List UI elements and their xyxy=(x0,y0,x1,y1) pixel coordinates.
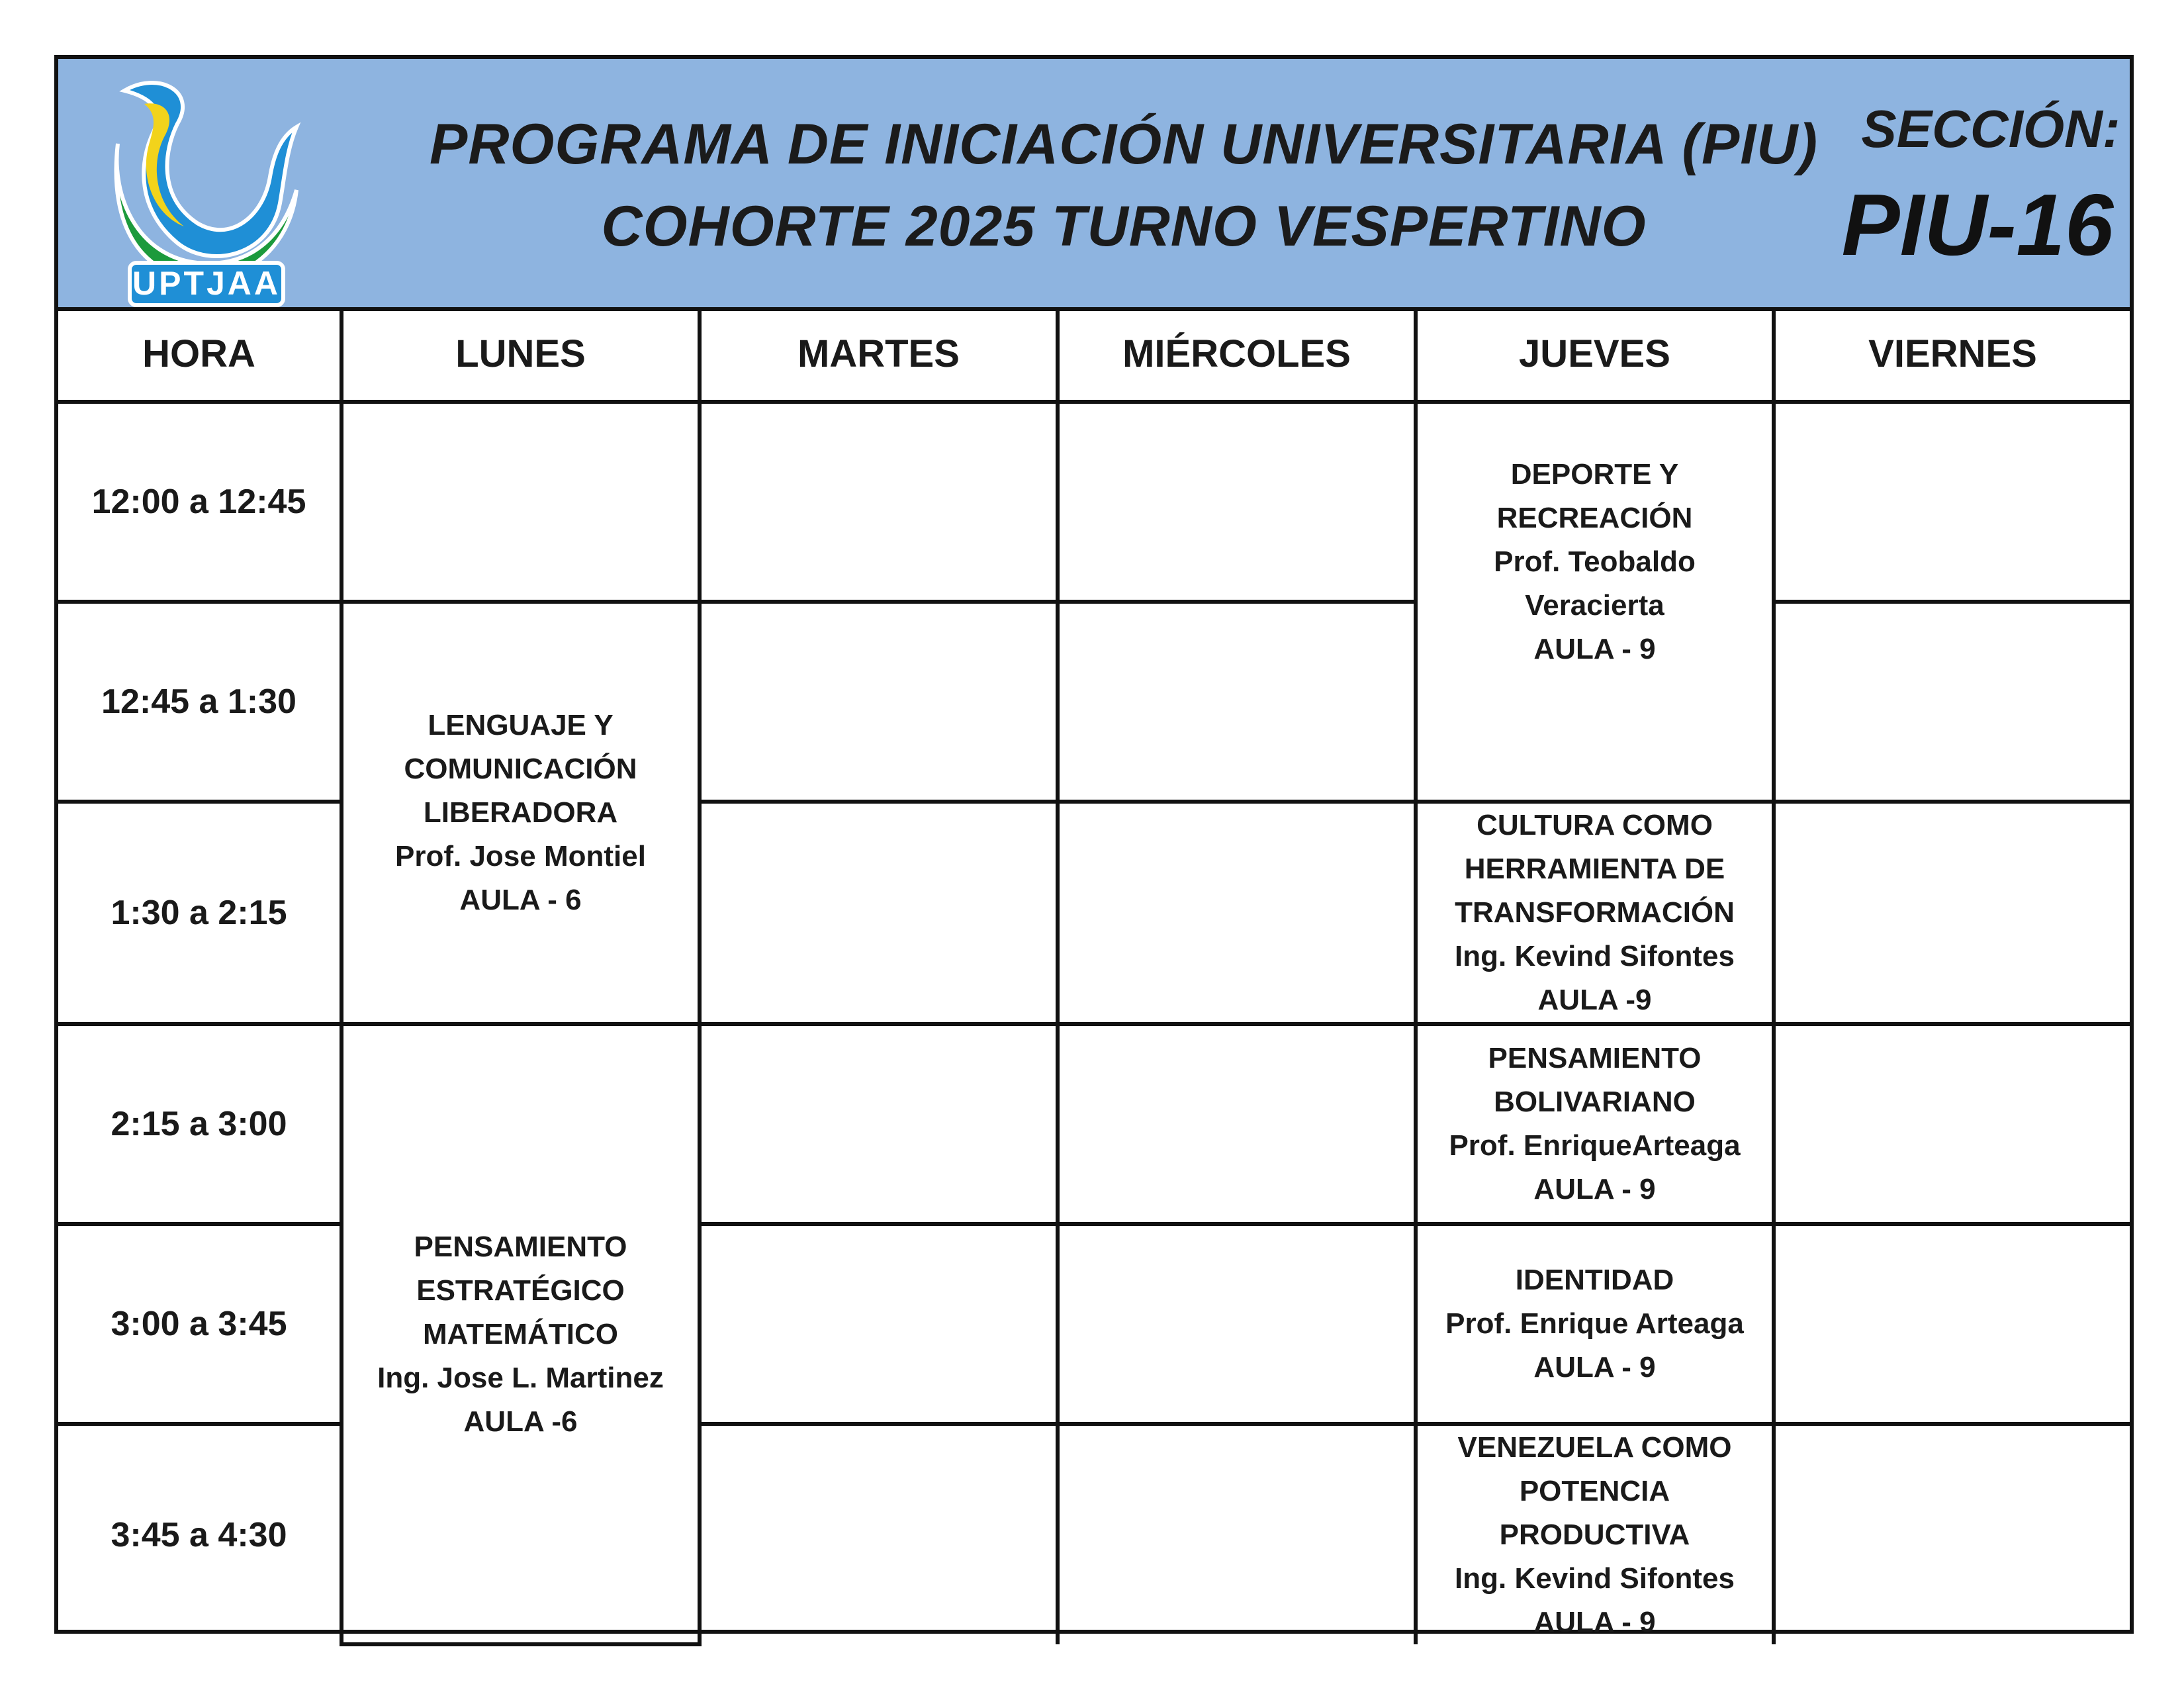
class-subject: COMUNICACIÓN xyxy=(404,753,637,785)
schedule-sheet xyxy=(54,55,2134,1638)
logo-text: UPTJAA xyxy=(132,265,281,302)
class-teacher: Ing. Jose L. Martinez xyxy=(377,1361,664,1394)
hour-cell: 3:45 a 4:30 xyxy=(58,1424,341,1644)
class-teacher: Ing. Kevind Sifontes xyxy=(1455,940,1735,972)
table-row xyxy=(58,602,2130,802)
class-teacher: Veracierta xyxy=(1525,589,1664,622)
class-room: AULA - 9 xyxy=(1533,633,1656,665)
class-subject: BOLIVARIANO xyxy=(1494,1086,1696,1118)
class-teacher: Prof. Jose Montiel xyxy=(395,840,646,872)
section-label: SECCIÓN: xyxy=(1861,99,2120,158)
class-subject: LENGUAJE Y xyxy=(428,709,614,741)
class-cell-jueves-deporte xyxy=(1416,402,1774,802)
class-teacher: Ing. Kevind Sifontes xyxy=(1455,1562,1735,1595)
empty-cell xyxy=(1774,1024,2130,1224)
empty-cell xyxy=(1774,1224,2130,1424)
class-subject: PENSAMIENTO xyxy=(414,1230,627,1263)
empty-cell xyxy=(1774,402,2130,602)
class-cell-jueves-cultura xyxy=(1416,802,1774,1024)
empty-cell xyxy=(341,402,700,602)
class-subject: POTENCIA PRODUCTIVA xyxy=(1499,1475,1690,1551)
empty-cell xyxy=(700,1224,1058,1424)
column-header-lunes: LUNES xyxy=(341,307,700,402)
section-code: PIU-16 xyxy=(1841,176,2114,273)
class-subject: LIBERADORA xyxy=(423,796,618,829)
empty-cell xyxy=(700,1024,1058,1224)
class-teacher: Prof. Enrique Arteaga xyxy=(1445,1307,1744,1340)
class-subject: ESTRATÉGICO xyxy=(416,1274,625,1307)
class-teacher: Prof. Teobaldo xyxy=(1494,545,1696,578)
table-header-row xyxy=(58,307,2130,402)
empty-cell xyxy=(1774,1424,2130,1644)
empty-cell xyxy=(1058,602,1416,802)
class-subject: MATEMÁTICO xyxy=(423,1317,618,1350)
empty-cell xyxy=(1058,802,1416,1024)
class-subject: DEPORTE Y RECREACIÓN xyxy=(1496,458,1693,534)
hour-cell: 1:30 a 2:15 xyxy=(58,802,341,1024)
class-teacher: Prof. EnriqueArteaga xyxy=(1449,1129,1741,1162)
class-cell-jueves-identidad xyxy=(1416,1224,1774,1424)
hour-cell: 12:45 a 1:30 xyxy=(58,602,341,802)
empty-cell xyxy=(1774,802,2130,1024)
column-header-jueves: JUEVES xyxy=(1416,307,1774,402)
column-header-miercoles: MIÉRCOLES xyxy=(1058,307,1416,402)
hour-cell: 12:00 a 12:45 xyxy=(58,402,341,602)
column-header-viernes: VIERNES xyxy=(1774,307,2130,402)
class-cell-lunes-pensamiento xyxy=(341,1024,700,1644)
class-cell-jueves-bolivariano xyxy=(1416,1024,1774,1224)
class-room: AULA -6 xyxy=(463,1405,578,1438)
class-subject: CULTURA COMO xyxy=(1477,809,1713,841)
schedule-table xyxy=(58,307,2130,1646)
empty-cell xyxy=(700,802,1058,1024)
empty-cell xyxy=(700,1424,1058,1644)
hour-cell: 3:00 a 3:45 xyxy=(58,1224,341,1424)
table-row xyxy=(58,1024,2130,1224)
page-title xyxy=(336,59,1911,307)
class-cell-jueves-venezuela xyxy=(1416,1424,1774,1644)
empty-cell xyxy=(1058,402,1416,602)
hour-cell: 2:15 a 3:00 xyxy=(58,1024,341,1224)
empty-cell xyxy=(700,602,1058,802)
class-subject: IDENTIDAD xyxy=(1515,1264,1674,1296)
class-subject: PENSAMIENTO xyxy=(1488,1042,1702,1074)
table-row xyxy=(58,402,2130,602)
class-room: AULA - 6 xyxy=(459,884,582,916)
title-line-1: PROGRAMA DE INICIACIÓN UNIVERSITARIA (PIU) xyxy=(429,112,1819,176)
empty-cell xyxy=(700,402,1058,602)
class-subject: VENEZUELA COMO xyxy=(1457,1431,1732,1464)
column-header-hora: HORA xyxy=(58,307,341,402)
uptjaa-logo xyxy=(98,64,310,309)
empty-cell xyxy=(1058,1424,1416,1644)
empty-cell xyxy=(1058,1024,1416,1224)
class-subject: HERRAMIENTA DE xyxy=(1464,853,1725,885)
class-cell-lunes-lenguaje xyxy=(341,602,700,1024)
class-room: AULA - 9 xyxy=(1533,1351,1656,1383)
title-line-2: COHORTE 2025 TURNO VESPERTINO xyxy=(601,194,1647,258)
class-room: AULA -9 xyxy=(1537,984,1652,1016)
empty-cell xyxy=(1058,1224,1416,1424)
class-room: AULA - 9 xyxy=(1533,1173,1656,1205)
class-subject: TRANSFORMACIÓN xyxy=(1455,896,1735,929)
column-header-martes: MARTES xyxy=(700,307,1058,402)
header-banner xyxy=(58,59,2130,311)
class-room: AULA - 9 xyxy=(1533,1606,1656,1638)
empty-cell xyxy=(1774,602,2130,802)
